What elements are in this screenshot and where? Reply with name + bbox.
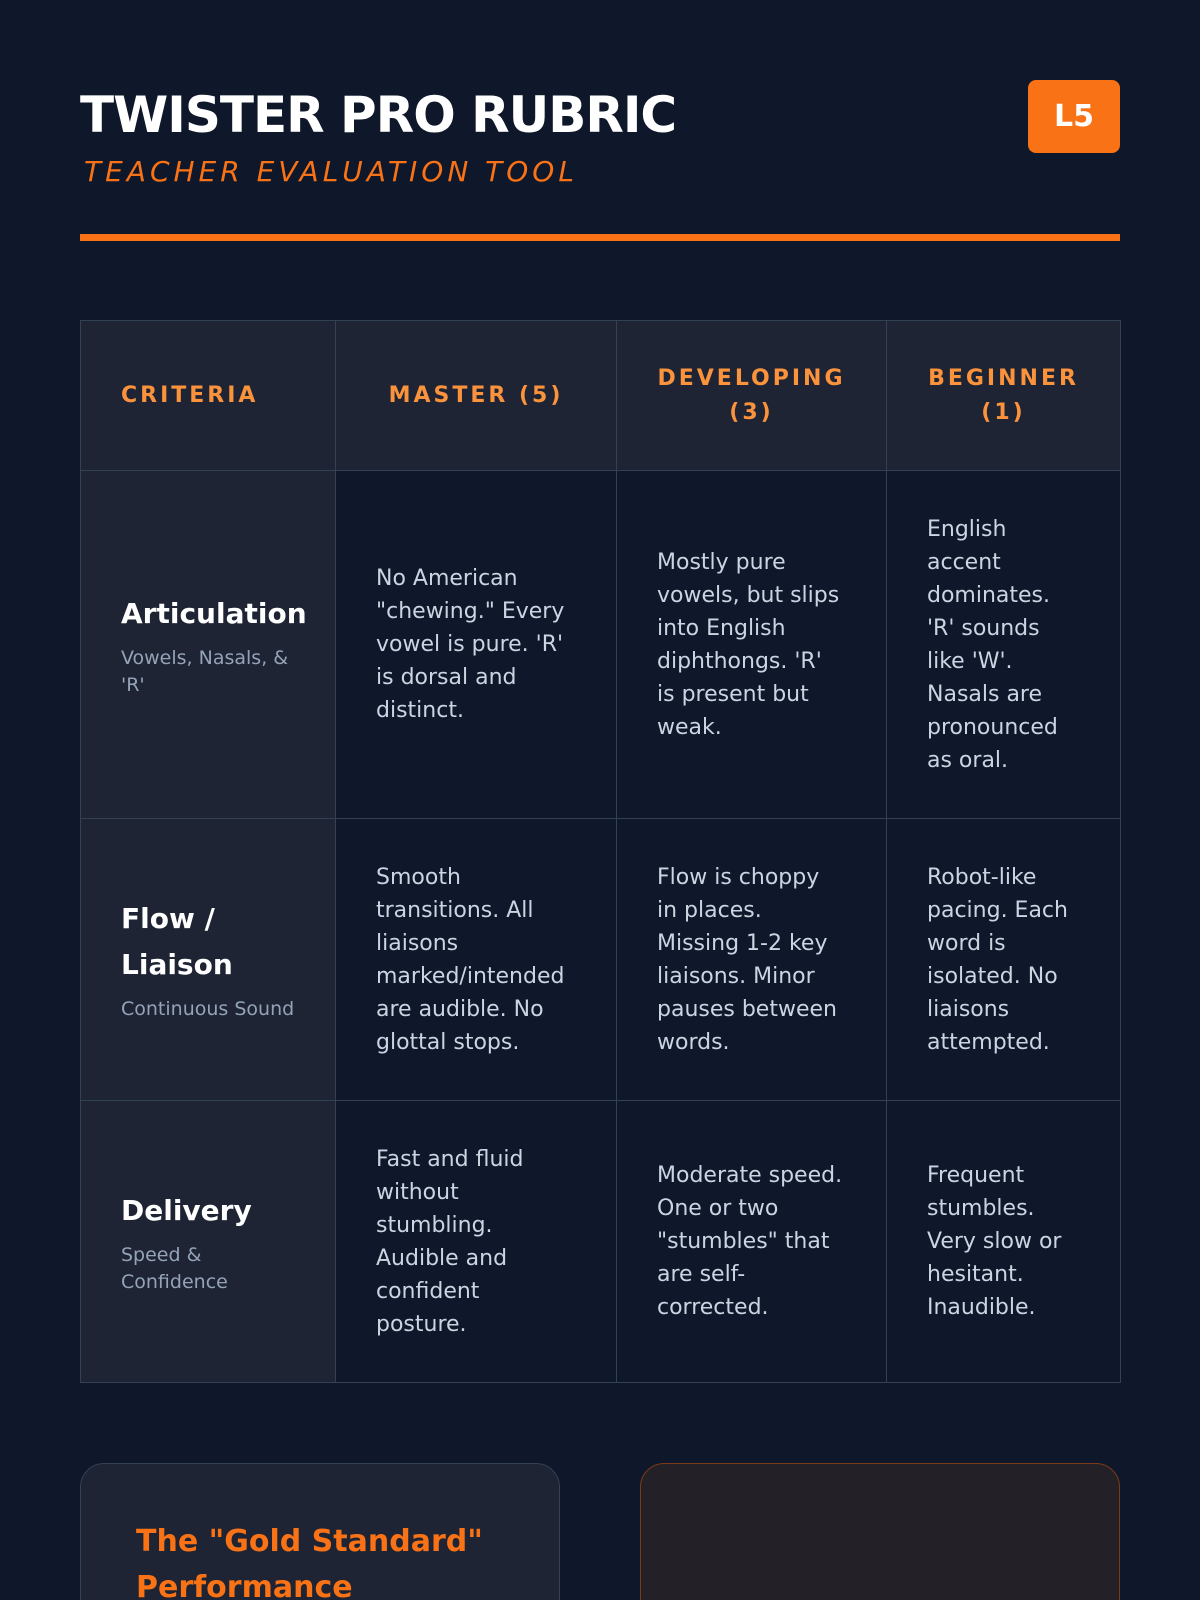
- criterion-subtitle: Speed & Confidence: [121, 1243, 228, 1293]
- header-divider: [80, 234, 1120, 241]
- gold-standard-title: The "Gold Standard" Performance: [136, 1524, 483, 1600]
- master-description: Smooth transitions. All liaisons marked/intended are audible. No glottal stops.: [336, 819, 617, 1101]
- developing-description: Mostly pure vowels, but slips into English diphthongs. 'R' is present but weak.: [617, 471, 887, 819]
- rubric-table: [80, 320, 1121, 1383]
- secondary-card: [640, 1463, 1120, 1600]
- beginner-description: Frequent stumbles. Very slow or hesitant. Inaudible.: [887, 1101, 1121, 1383]
- criterion-name: Flow / Liaison: [121, 902, 233, 981]
- developing-description: Moderate speed. One or two "stumbles" that are self-corrected.: [617, 1101, 887, 1383]
- header-master: MASTER (5): [336, 321, 617, 471]
- header-developing: DEVELOPING (3): [617, 321, 887, 471]
- criterion-name: Articulation: [121, 596, 307, 630]
- developing-description: Flow is choppy in places. Missing 1-2 key liaisons. Minor pauses between words.: [617, 819, 887, 1101]
- table-row: [81, 819, 1121, 1101]
- table-row: [81, 471, 1121, 819]
- master-description: Fast and fluid without stumbling. Audible and confident posture.: [336, 1101, 617, 1383]
- criterion-cell: [81, 1101, 336, 1383]
- criterion-cell: [81, 819, 336, 1101]
- level-badge: L5: [1028, 80, 1120, 153]
- header-criteria: CRITERIA: [81, 321, 336, 471]
- table-row: [81, 1101, 1121, 1383]
- rubric-header-row: [81, 321, 1121, 471]
- master-description: No American "chewing." Every vowel is pure. 'R' is dorsal and distinct.: [336, 471, 617, 819]
- beginner-description: Robot-like pacing. Each word is isolated. No liaisons attempted.: [887, 819, 1121, 1101]
- criterion-subtitle: Vowels, Nasals, & 'R': [121, 646, 289, 696]
- criterion-cell: [81, 471, 336, 819]
- criterion-subtitle: Continuous Sound: [121, 998, 295, 1020]
- gold-standard-card: [80, 1463, 560, 1600]
- page-header: [80, 80, 1120, 240]
- header-beginner: BEGINNER (1): [887, 321, 1121, 471]
- page-subtitle: TEACHER EVALUATION TOOL: [84, 155, 578, 188]
- page-title: TWISTER PRO RUBRIC: [80, 86, 677, 144]
- beginner-description: English accent dominates. 'R' sounds like 'W'. Nasals are pronounced as oral.: [887, 471, 1121, 819]
- criterion-name: Delivery: [121, 1193, 252, 1227]
